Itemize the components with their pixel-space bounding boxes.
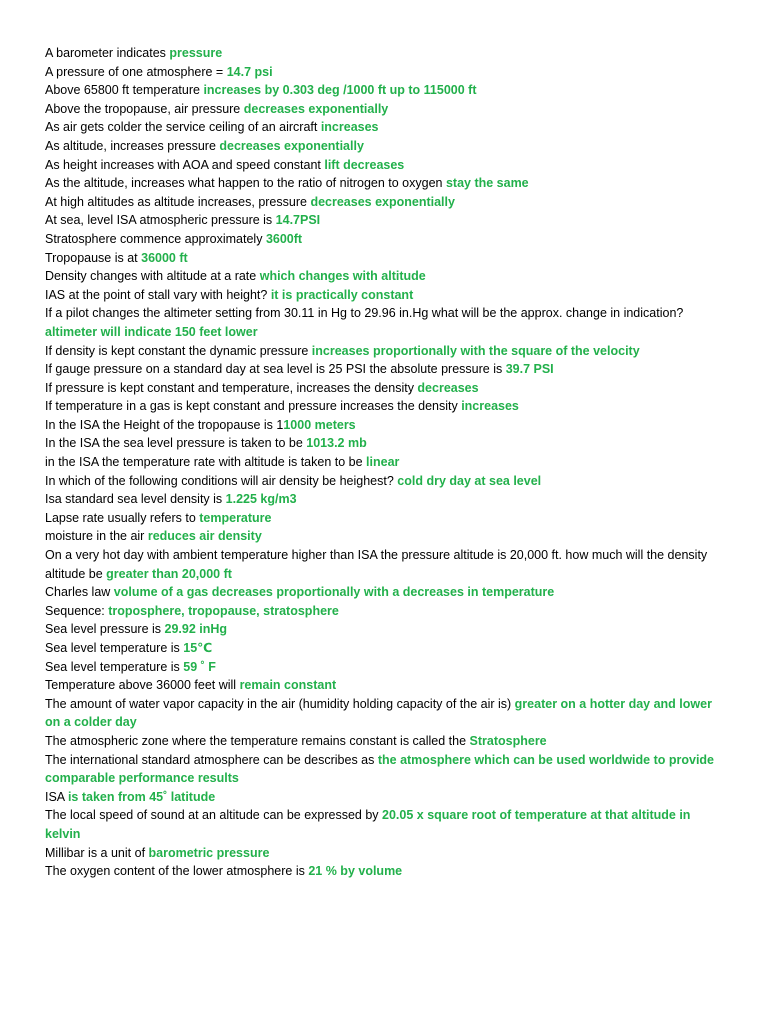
question-text: If temperature in a gas is kept constant and pressure increases the density <box>45 399 462 414</box>
qa-line <box>45 620 728 639</box>
answer-text: decreases exponentially <box>310 194 455 209</box>
qa-line <box>45 509 728 528</box>
qa-line <box>45 286 728 305</box>
qa-line <box>45 676 728 695</box>
answer-text: lift decreases <box>324 157 405 172</box>
question-text: The oxygen content of the lower atmosphere is <box>45 864 309 879</box>
answer-text: 36000 ft <box>141 250 188 265</box>
question-text: Sequence: <box>45 603 109 618</box>
answer-text: cold dry day at sea level <box>397 473 542 488</box>
qa-line <box>45 230 728 249</box>
question-text: The atmospheric zone where the temperature remains constant is called the <box>45 733 470 748</box>
answer-text: increases proportionally with the square of the velocity <box>311 343 640 358</box>
answer-text: 39.7 PSI <box>505 362 554 377</box>
qa-line <box>45 211 728 230</box>
question-text: Charles law <box>45 585 114 600</box>
question-text: At high altitudes as altitude increases, pressure <box>45 194 311 209</box>
qa-line <box>45 751 728 788</box>
qa-line <box>45 658 728 677</box>
qa-line <box>45 174 728 193</box>
answer-text: which changes with altitude <box>259 269 426 284</box>
qa-line <box>45 602 728 621</box>
question-text: The international standard atmosphere can be describes as <box>45 752 378 767</box>
answer-text: altimeter will indicate 150 feet lower <box>45 324 258 339</box>
qa-line <box>45 732 728 751</box>
answer-text: the atmosphere which can be used worldwide to provide comparable performance results <box>45 752 715 786</box>
qa-line <box>45 434 728 453</box>
answer-text: reduces air density <box>147 529 262 544</box>
question-text: The amount of water vapor capacity in the air (humidity holding capacity of the air is) <box>45 696 515 711</box>
answer-text: 1000 meters <box>283 417 356 432</box>
answer-text: remain constant <box>239 678 337 693</box>
question-text: If gauge pressure on a standard day at sea level is 25 PSI the absolute pressure is <box>45 362 506 377</box>
answer-text: 59 ˚ F <box>183 659 216 674</box>
question-text: If density is kept constant the dynamic pressure <box>45 343 312 358</box>
question-text: On a very hot day with ambient temperature higher than ISA the pressure altitude is 20,000 ft. how much will the density altitude be <box>45 548 708 581</box>
qa-line <box>45 156 728 175</box>
qa-line <box>45 806 728 843</box>
answer-text: 3600ft <box>265 231 303 246</box>
answer-text: temperature <box>199 510 272 525</box>
answer-text: 29.92 inHg <box>164 622 228 637</box>
answer-text: linear <box>366 455 400 470</box>
qa-line <box>45 844 728 863</box>
qa-line <box>45 453 728 472</box>
answer-text: increases by 0.303 deg /1000 ft up to 115000 ft <box>203 83 477 98</box>
question-text: A barometer indicates <box>45 46 170 60</box>
qa-line <box>45 304 728 341</box>
qa-line <box>45 137 728 156</box>
answer-text: decreases <box>417 380 479 395</box>
question-text: Isa standard sea level density is <box>45 492 226 507</box>
question-text: In which of the following conditions will air density be heighest? <box>45 473 398 488</box>
qa-line <box>45 100 728 119</box>
qa-line <box>45 788 728 807</box>
question-text: As height increases with AOA and speed constant <box>45 157 325 172</box>
answer-text: 1013.2 mb <box>306 436 367 451</box>
qa-line <box>45 416 728 435</box>
answer-text: volume of a gas decreases proportionally with a decreases in temperature <box>113 585 555 600</box>
question-text: Sea level pressure is <box>45 622 165 637</box>
answer-text: greater than 20,000 ft <box>106 566 232 581</box>
question-text: As the altitude, increases what happen to the ratio of nitrogen to oxygen <box>45 176 446 191</box>
question-text: Millibar is a unit of <box>45 845 149 860</box>
question-text: In the ISA the Height of the tropopause is 1 <box>45 417 284 432</box>
answer-text: decreases exponentially <box>219 138 364 153</box>
answer-text: 15℃ <box>183 641 213 655</box>
question-text: Stratosphere commence approximately <box>45 231 266 246</box>
question-text: In the ISA the sea level pressure is taken to be <box>45 436 307 451</box>
answer-text: decreases exponentially <box>243 101 389 116</box>
qa-line <box>45 379 728 398</box>
question-text: A pressure of one atmosphere = <box>45 64 227 79</box>
answer-text: increases <box>320 120 379 135</box>
qa-line <box>45 342 728 361</box>
question-text: Tropopause is at <box>45 250 142 265</box>
question-text: If a pilot changes the altimeter setting from 30.11 in Hg to 29.96 in.Hg what will be the approx. change in indication? <box>45 306 684 321</box>
qa-line <box>45 490 728 509</box>
question-text: Above 65800 ft temperature <box>45 83 204 98</box>
qa-line <box>45 472 728 491</box>
qa-line <box>45 695 728 732</box>
qa-line <box>45 862 728 881</box>
answer-text: 14.7 psi <box>226 64 273 79</box>
answer-text: pressure <box>169 46 223 60</box>
qa-list <box>45 44 728 881</box>
question-text: Temperature above 36000 feet will <box>45 678 240 693</box>
answer-text: barometric pressure <box>148 845 270 860</box>
question-text: Sea level temperature is <box>45 641 184 655</box>
qa-line <box>45 63 728 82</box>
qa-line <box>45 249 728 268</box>
answer-text: 14.7PSI <box>275 213 321 228</box>
question-text: At sea, level ISA atmospheric pressure is <box>45 213 276 228</box>
question-text: As air gets colder the service ceiling of an aircraft <box>45 120 321 135</box>
answer-text: 20.05 x square root of temperature at that altitude in kelvin <box>45 808 691 841</box>
qa-line <box>45 360 728 379</box>
qa-line <box>45 44 728 63</box>
answer-text: stay the same <box>445 176 529 191</box>
qa-line <box>45 267 728 286</box>
answer-text: Stratosphere <box>469 733 547 748</box>
qa-line <box>45 583 728 602</box>
qa-line <box>45 546 728 583</box>
qa-line <box>45 639 728 658</box>
qa-line <box>45 193 728 212</box>
question-text: Lapse rate usually refers to <box>45 510 200 525</box>
question-text: moisture in the air <box>45 529 148 544</box>
question-text: Density changes with altitude at a rate <box>45 269 260 284</box>
qa-line <box>45 397 728 416</box>
qa-line <box>45 81 728 100</box>
question-text: The local speed of sound at an altitude can be expressed by <box>45 808 383 823</box>
question-text: As altitude, increases pressure <box>45 138 220 153</box>
qa-line <box>45 527 728 546</box>
question-text: Sea level temperature is <box>45 659 184 674</box>
answer-text: is taken from 45˚ latitude <box>67 789 216 804</box>
answer-text: increases <box>461 399 519 414</box>
answer-text: troposphere, tropopause, stratosphere <box>108 603 339 618</box>
qa-line <box>45 118 728 137</box>
answer-text: 1.225 kg/m3 <box>225 492 297 507</box>
question-text: in the ISA the temperature rate with altitude is taken to be <box>45 455 367 470</box>
question-text: ISA <box>45 789 68 804</box>
answer-text: it is practically constant <box>270 287 414 302</box>
question-text: Above the tropopause, air pressure <box>45 101 244 116</box>
answer-text: 21 % by volume <box>308 864 403 879</box>
question-text: If pressure is kept constant and temperature, increases the density <box>45 380 418 395</box>
question-text: IAS at the point of stall vary with height? <box>45 287 271 302</box>
answer-text: greater on a hotter day and lower on a colder day <box>45 696 712 730</box>
